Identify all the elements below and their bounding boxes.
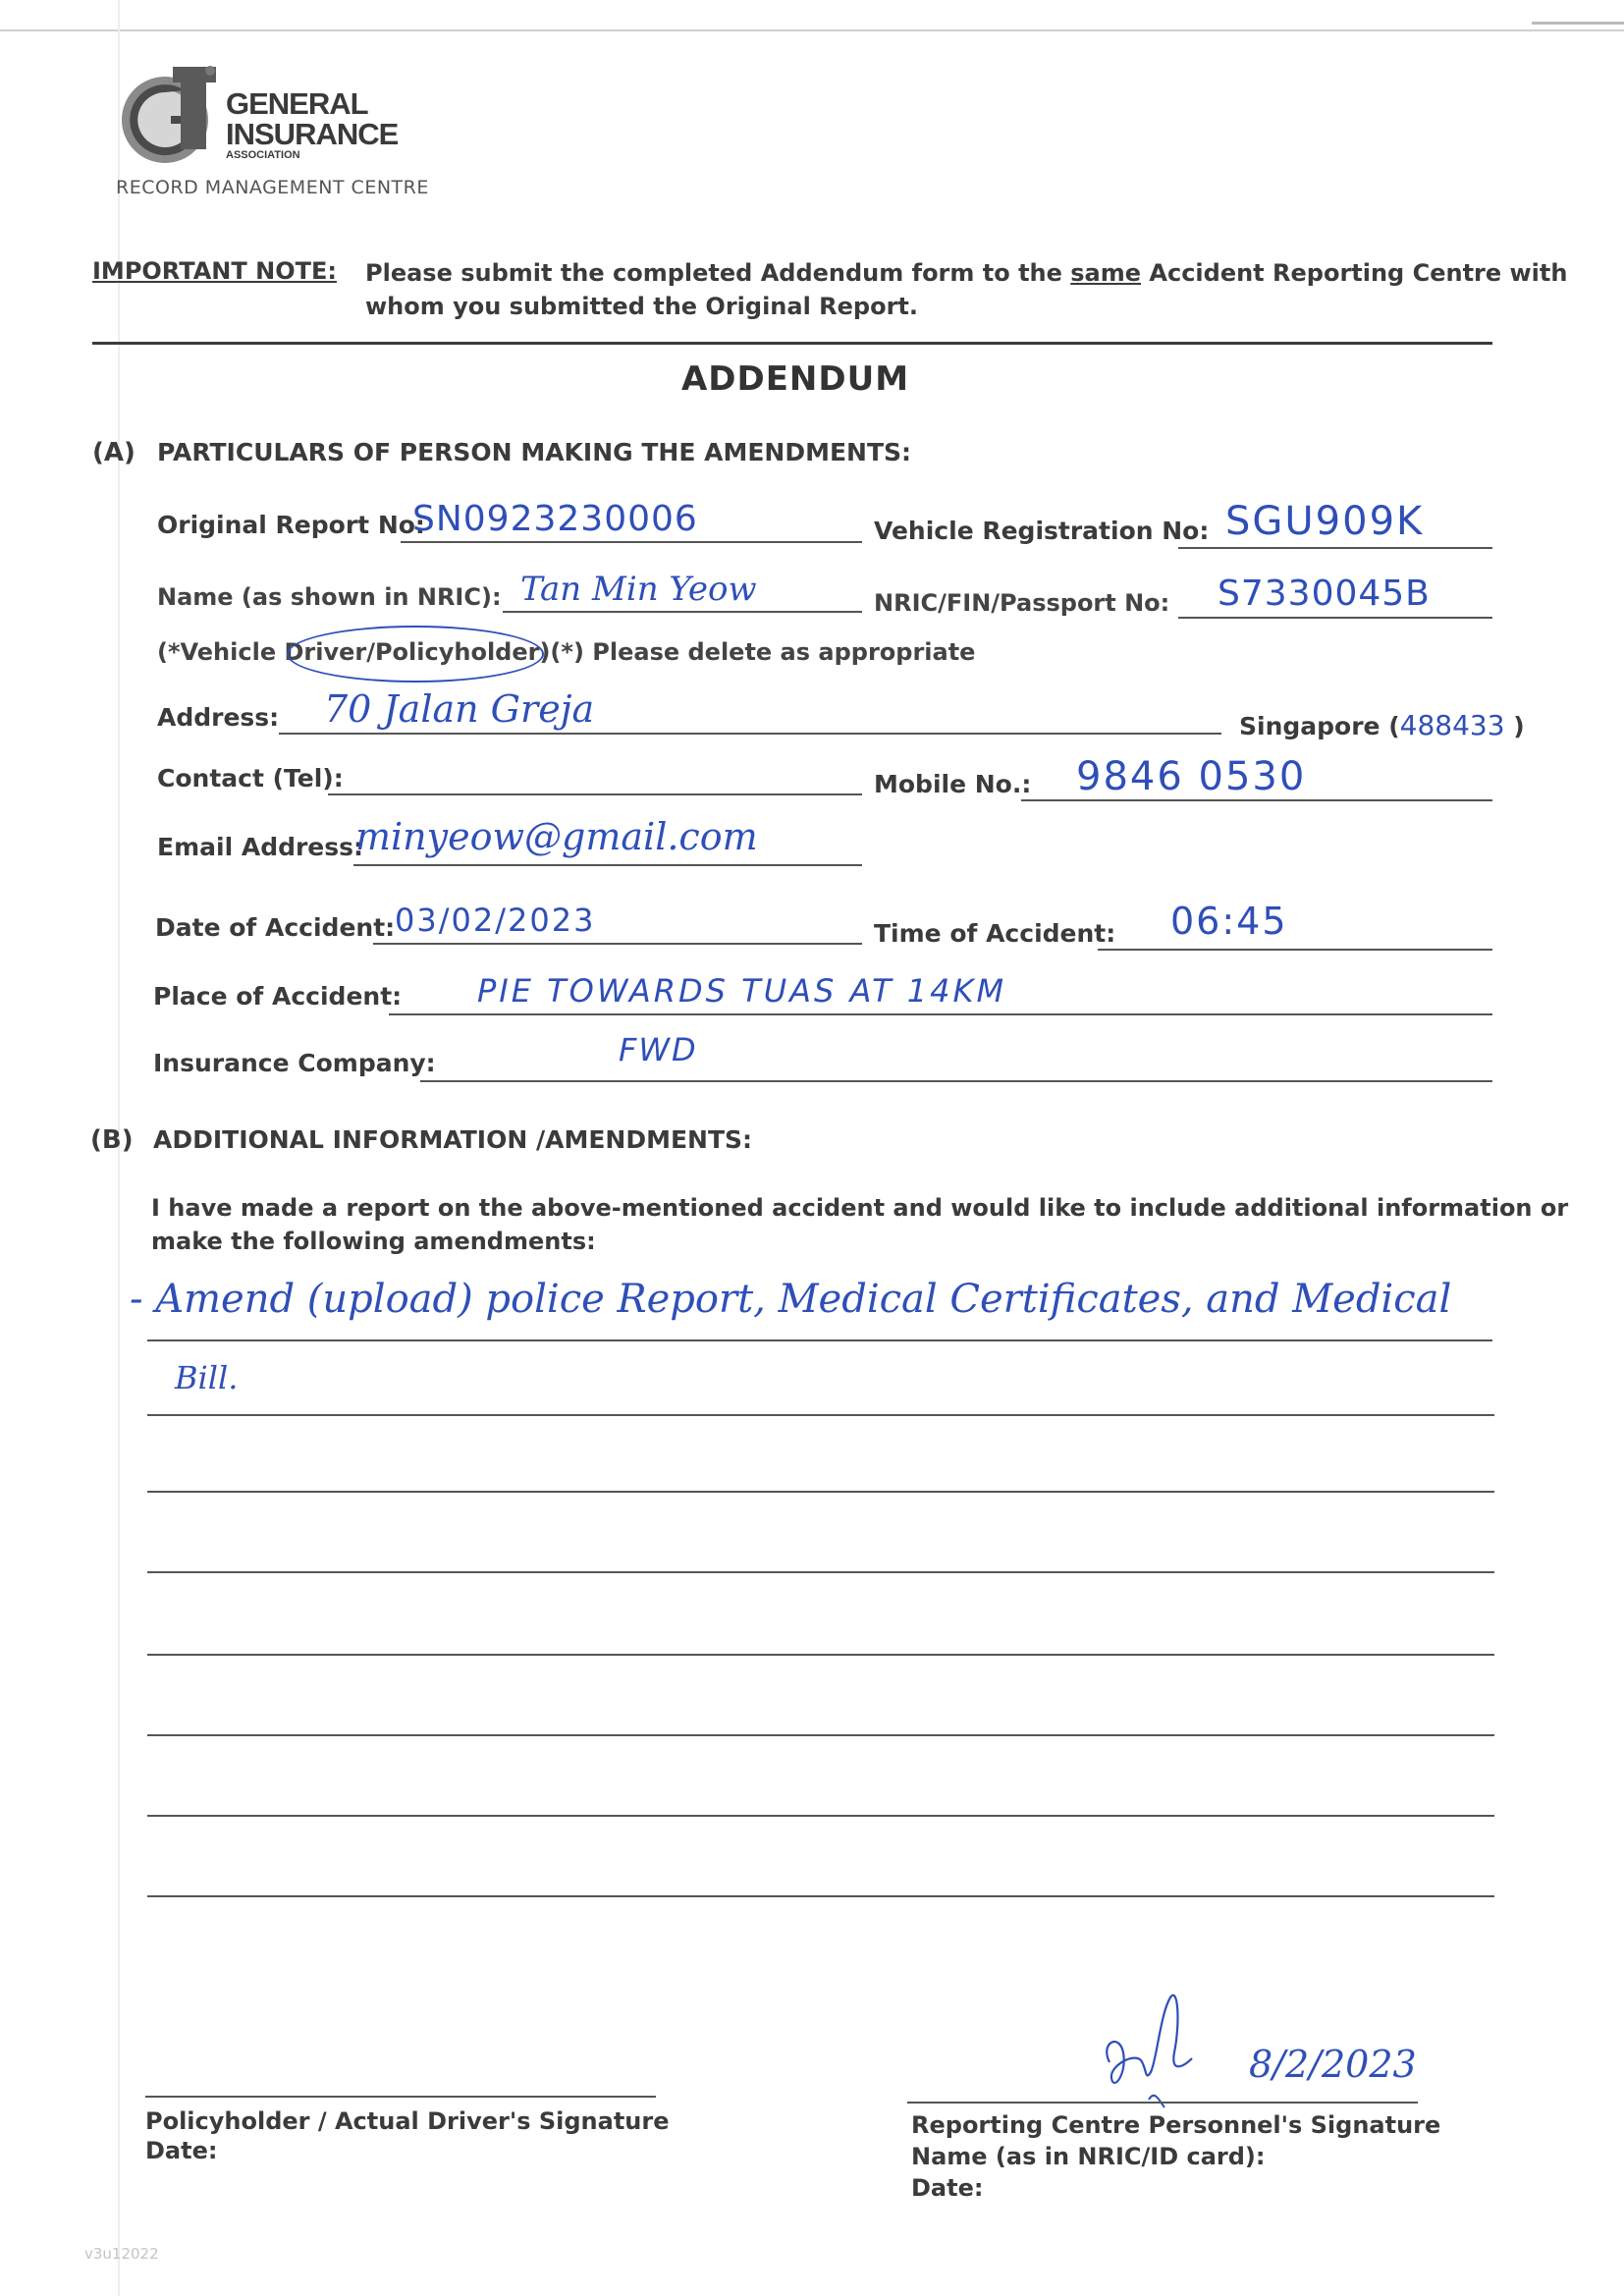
note-text: Please submit the completed Addendum form to the <box>365 259 1071 287</box>
contact-tel-label: Contact (Tel): <box>157 764 344 793</box>
amendment-line <box>147 1571 1494 1573</box>
amendment-line <box>147 1815 1494 1817</box>
nric-line <box>1178 617 1492 619</box>
role-note: (*Vehicle Driver/Policyholder)(*) Please delete as appropriate <box>157 638 976 666</box>
amendment-text-line2[interactable]: Bill. <box>175 1359 239 1396</box>
amendment-line <box>147 1734 1494 1736</box>
section-b-intro-line1: I have made a report on the above-mentioned accident and would like to include additional information or <box>151 1194 1569 1222</box>
logo-line-general: GENERAL <box>226 86 368 121</box>
form-version-code: v3u12022 <box>84 2245 159 2263</box>
amendment-line <box>147 1339 1492 1341</box>
date-of-accident-label: Date of Accident: <box>155 913 396 942</box>
postal-code-value[interactable]: 488433 <box>1399 709 1505 741</box>
centre-signature-line <box>907 2102 1418 2104</box>
gia-emblem-icon <box>116 63 224 169</box>
mobile-no-label: Mobile No.: <box>874 770 1032 798</box>
important-note-label: IMPORTANT NOTE: <box>92 257 337 285</box>
nric-label: NRIC/FIN/Passport No: <box>874 589 1170 617</box>
original-report-no-label: Original Report No: <box>157 511 425 539</box>
insurance-company-line <box>420 1080 1492 1082</box>
amendment-line <box>147 1654 1494 1656</box>
vehicle-registration-label: Vehicle Registration No: <box>874 517 1210 545</box>
policyholder-signature-line <box>145 2096 656 2098</box>
logo-line-association: ASSOCIATION <box>226 149 300 161</box>
logo-subtitle: RECORD MANAGEMENT CENTRE <box>116 177 429 198</box>
section-b-marker: (B) <box>90 1125 134 1155</box>
amendment-line <box>147 1491 1494 1493</box>
email-label: Email Address: <box>157 833 364 861</box>
name-label: Name (as shown in NRIC): <box>157 583 502 611</box>
singapore-prefix: Singapore ( <box>1239 712 1400 740</box>
centre-handwritten-signature <box>1090 1984 1218 2111</box>
amendment-text-line1[interactable]: - Amend (upload) police Report, Medical Certificates, and Medical <box>130 1277 1452 1322</box>
email-line <box>353 864 862 866</box>
email-value[interactable]: minyeow@gmail.com <box>355 815 758 858</box>
amendment-line <box>147 1895 1494 1897</box>
policyholder-signature-label: Policyholder / Actual Driver's Signature <box>145 2107 670 2135</box>
scan-edge-line <box>1532 22 1624 25</box>
time-of-accident-value[interactable]: 06:45 <box>1170 900 1288 943</box>
page-title: ADDENDUM <box>680 359 910 399</box>
address-value[interactable]: 70 Jalan Greja <box>324 687 595 731</box>
centre-signed-date[interactable]: 8/2/2023 <box>1249 2043 1417 2086</box>
note-underlined-word: same <box>1070 259 1142 287</box>
logo-line-insurance: INSURANCE <box>226 117 399 151</box>
centre-signature-label: Reporting Centre Personnel's Signature <box>911 2111 1441 2139</box>
place-of-accident-line <box>389 1013 1492 1015</box>
section-b-heading: ADDITIONAL INFORMATION /AMENDMENTS: <box>153 1125 753 1154</box>
insurance-company-label: Insurance Company: <box>153 1049 436 1077</box>
place-of-accident-value[interactable]: PIE TOWARDS TUAS AT 14KM <box>477 972 1007 1010</box>
note-divider <box>92 342 1492 345</box>
date-of-accident-line <box>373 943 862 945</box>
address-label: Address: <box>157 703 280 732</box>
important-note-line1 <box>365 259 1567 287</box>
amendment-line <box>147 1414 1494 1416</box>
section-a-marker: (A) <box>92 438 135 467</box>
centre-date-label: Date: <box>911 2174 984 2202</box>
time-of-accident-line <box>1098 949 1492 951</box>
date-of-accident-value[interactable]: 03/02/2023 <box>395 902 596 939</box>
name-value[interactable]: Tan Min Yeow <box>520 570 757 609</box>
contact-tel-line <box>328 793 862 795</box>
mobile-no-line <box>1021 799 1492 801</box>
original-report-no-line <box>401 541 862 543</box>
insurance-company-value[interactable]: FWD <box>619 1031 698 1068</box>
policyholder-date-label: Date: <box>145 2137 218 2164</box>
section-b-intro-line2: make the following amendments: <box>151 1228 596 1255</box>
name-line <box>503 611 862 613</box>
original-report-no-value[interactable]: SN0923230006 <box>412 499 698 539</box>
singapore-label <box>1239 709 1525 741</box>
address-line <box>279 733 1221 735</box>
centre-name-label: Name (as in NRIC/ID card): <box>911 2143 1266 2170</box>
vehicle-registration-line <box>1178 547 1492 549</box>
policyholder-circle-mark <box>287 626 544 683</box>
section-a-heading: PARTICULARS OF PERSON MAKING THE AMENDMENTS: <box>157 438 912 466</box>
scan-edge-line <box>0 29 1624 31</box>
singapore-suffix: ) <box>1504 712 1525 740</box>
important-note-line2: whom you submitted the Original Report. <box>365 293 919 320</box>
place-of-accident-label: Place of Accident: <box>153 982 403 1011</box>
mobile-no-value[interactable]: 9846 0530 <box>1076 754 1307 799</box>
nric-value[interactable]: S7330045B <box>1218 574 1431 614</box>
time-of-accident-label: Time of Accident: <box>874 919 1116 948</box>
note-text: Accident Reporting Centre with <box>1141 259 1568 287</box>
vehicle-registration-value[interactable]: SGU909K <box>1225 499 1425 544</box>
